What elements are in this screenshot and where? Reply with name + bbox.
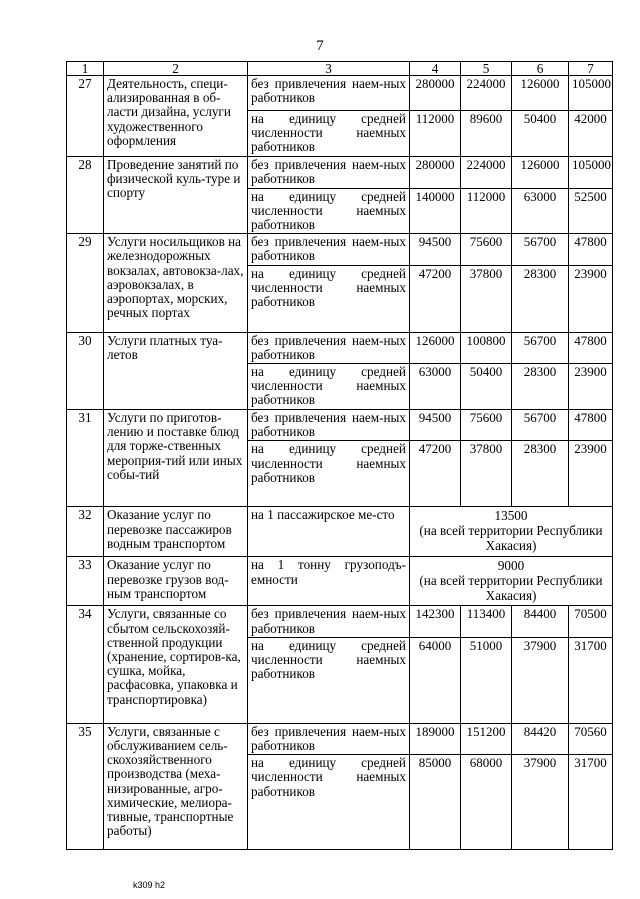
page-number: 7 xyxy=(316,38,324,54)
calculation-unit: на единицу средней численности наемных работников xyxy=(248,637,410,723)
value-group-4: 140000 xyxy=(410,188,461,234)
table-row xyxy=(67,606,613,637)
value-group-7: 70500 xyxy=(569,606,613,637)
value-territory-note: (на всей территории Республики Хакасия) xyxy=(419,573,603,604)
table-row xyxy=(67,156,613,188)
single-value-cell xyxy=(410,557,613,606)
calculation-unit: без привлечения наем-ных работников xyxy=(248,723,410,754)
value-group-7: 31700 xyxy=(569,637,613,723)
value-group-6: 84400 xyxy=(512,606,569,637)
calculation-unit: на единицу средней численности наемных работников xyxy=(248,188,410,234)
value-group-5: 89600 xyxy=(461,111,512,157)
value-group-7: 47800 xyxy=(569,234,613,265)
row-number: 30 xyxy=(67,332,104,409)
column-header: 2 xyxy=(104,62,248,76)
value-group-4: 94500 xyxy=(410,410,461,441)
calculation-unit: без привлечения наем-ных работников xyxy=(248,606,410,637)
value-group-5: 37800 xyxy=(461,265,512,332)
value-group-5: 100800 xyxy=(461,332,512,363)
tax-rates-table xyxy=(66,61,613,850)
value-group-6: 126000 xyxy=(512,156,569,188)
activity-type: Оказание услуг по перевозке грузов вод-ным транспортом xyxy=(104,557,248,606)
value-group-5: 68000 xyxy=(461,755,512,850)
value-group-7: 31700 xyxy=(569,755,613,850)
activity-type: Деятельность, специ-ализированная в об-ласти дизайна, услуги художественного оформления xyxy=(104,76,248,157)
value-group-4: 126000 xyxy=(410,332,461,363)
value-group-7: 52500 xyxy=(569,188,613,234)
row-number: 29 xyxy=(67,234,104,332)
value-group-6: 28300 xyxy=(512,364,569,410)
value-group-7: 105000 xyxy=(569,156,613,188)
activity-type: Услуги, связанные с обслуживанием сель-скохозяйственного производства (меха-низированные, агро-химические, мелиора-тивные, транспортные работы) xyxy=(104,723,248,849)
single-value: 9000 xyxy=(497,558,525,574)
value-group-5: 75600 xyxy=(461,234,512,265)
value-group-6: 56700 xyxy=(512,410,569,441)
value-group-4: 112000 xyxy=(410,111,461,157)
value-group-5: 75600 xyxy=(461,410,512,441)
calculation-unit: без привлечения наем-ных работников xyxy=(248,76,410,111)
row-number: 35 xyxy=(67,723,104,849)
value-group-4: 47200 xyxy=(410,441,461,507)
row-number: 34 xyxy=(67,606,104,723)
value-group-7: 23900 xyxy=(569,364,613,410)
value-group-5: 224000 xyxy=(461,76,512,111)
row-number: 28 xyxy=(67,156,104,234)
table-row xyxy=(67,332,613,363)
value-group-4: 47200 xyxy=(410,265,461,332)
value-group-4: 280000 xyxy=(410,76,461,111)
value-group-5: 37800 xyxy=(461,441,512,507)
value-group-6: 84420 xyxy=(512,723,569,754)
column-header: 5 xyxy=(461,62,512,76)
value-group-7: 47800 xyxy=(569,410,613,441)
value-group-5: 50400 xyxy=(461,364,512,410)
activity-type: Оказание услуг по перевозке пассажиров водным транспортом xyxy=(104,507,248,557)
value-group-6: 63000 xyxy=(512,188,569,234)
value-group-7: 23900 xyxy=(569,265,613,332)
value-group-7: 23900 xyxy=(569,441,613,507)
value-group-7: 70560 xyxy=(569,723,613,754)
header-row xyxy=(67,62,613,76)
activity-type: Услуги по приготов-лению и поставке блюд для торже-ственных мероприя-тий или иных собы-тий xyxy=(104,410,248,507)
calculation-unit: без привлечения наем-ных работников xyxy=(248,234,410,265)
table-row xyxy=(67,557,613,606)
table-row xyxy=(67,507,613,557)
value-group-4: 280000 xyxy=(410,156,461,188)
column-header: 6 xyxy=(512,62,569,76)
column-header: 7 xyxy=(569,62,613,76)
value-group-5: 51000 xyxy=(461,637,512,723)
single-value-cell xyxy=(410,507,613,557)
column-header: 4 xyxy=(410,62,461,76)
row-number: 32 xyxy=(67,507,104,557)
calculation-unit: на 1 тонну грузоподъ-емности xyxy=(248,557,410,606)
value-group-4: 64000 xyxy=(410,637,461,723)
value-group-4: 85000 xyxy=(410,755,461,850)
column-header: 1 xyxy=(67,62,104,76)
calculation-unit: без привлечения наем-ных работников xyxy=(248,156,410,188)
activity-type: Услуги носильщиков на железнодорожных вокзалах, автовокза-лах, аэровокзалах, в аэропортах, морских, речных портах xyxy=(104,234,248,332)
value-group-7: 42000 xyxy=(569,111,613,157)
row-number: 31 xyxy=(67,410,104,507)
table-row xyxy=(67,234,613,265)
row-number: 33 xyxy=(67,557,104,606)
calculation-unit: без привлечения наем-ных работников xyxy=(248,332,410,363)
value-group-6: 50400 xyxy=(512,111,569,157)
value-group-6: 28300 xyxy=(512,265,569,332)
value-group-5: 224000 xyxy=(461,156,512,188)
value-group-4: 189000 xyxy=(410,723,461,754)
value-group-5: 113400 xyxy=(461,606,512,637)
single-value: 13500 xyxy=(494,508,528,524)
table-row xyxy=(67,410,613,441)
value-group-4: 142300 xyxy=(410,606,461,637)
activity-type: Услуги платных туа-летов xyxy=(104,332,248,409)
table-row xyxy=(67,76,613,111)
calculation-unit: на единицу средней численности наемных работников xyxy=(248,111,410,157)
value-group-6: 28300 xyxy=(512,441,569,507)
column-header: 3 xyxy=(248,62,410,76)
calculation-unit: на единицу средней численности наемных работников xyxy=(248,441,410,507)
calculation-unit: без привлечения наем-ных работников xyxy=(248,410,410,441)
value-group-5: 112000 xyxy=(461,188,512,234)
value-group-6: 56700 xyxy=(512,332,569,363)
value-group-4: 63000 xyxy=(410,364,461,410)
value-group-6: 37900 xyxy=(512,637,569,723)
table-row xyxy=(67,723,613,754)
value-territory-note: (на всей территории Республики Хакасия) xyxy=(419,523,603,554)
value-group-6: 56700 xyxy=(512,234,569,265)
value-group-6: 126000 xyxy=(512,76,569,111)
row-number: 27 xyxy=(67,76,104,157)
value-group-6: 37900 xyxy=(512,755,569,850)
value-group-7: 47800 xyxy=(569,332,613,363)
document-code: k309 h2 xyxy=(133,880,166,890)
activity-type: Услуги, связанные со сбытом сельскохозяй-ственной продукции (хранение, сортиров-ка, сушка, мойка, расфасовка, упаковка и транспортировка) xyxy=(104,606,248,723)
value-group-7: 105000 xyxy=(569,76,613,111)
calculation-unit: на 1 пассажирское ме-сто xyxy=(248,507,410,557)
activity-type: Проведение занятий по физической куль-туре и спорту xyxy=(104,156,248,234)
value-group-5: 151200 xyxy=(461,723,512,754)
calculation-unit: на единицу средней численности наемных работников xyxy=(248,755,410,850)
calculation-unit: на единицу средней численности наемных работников xyxy=(248,265,410,332)
value-group-4: 94500 xyxy=(410,234,461,265)
calculation-unit: на единицу средней численности наемных работников xyxy=(248,364,410,410)
